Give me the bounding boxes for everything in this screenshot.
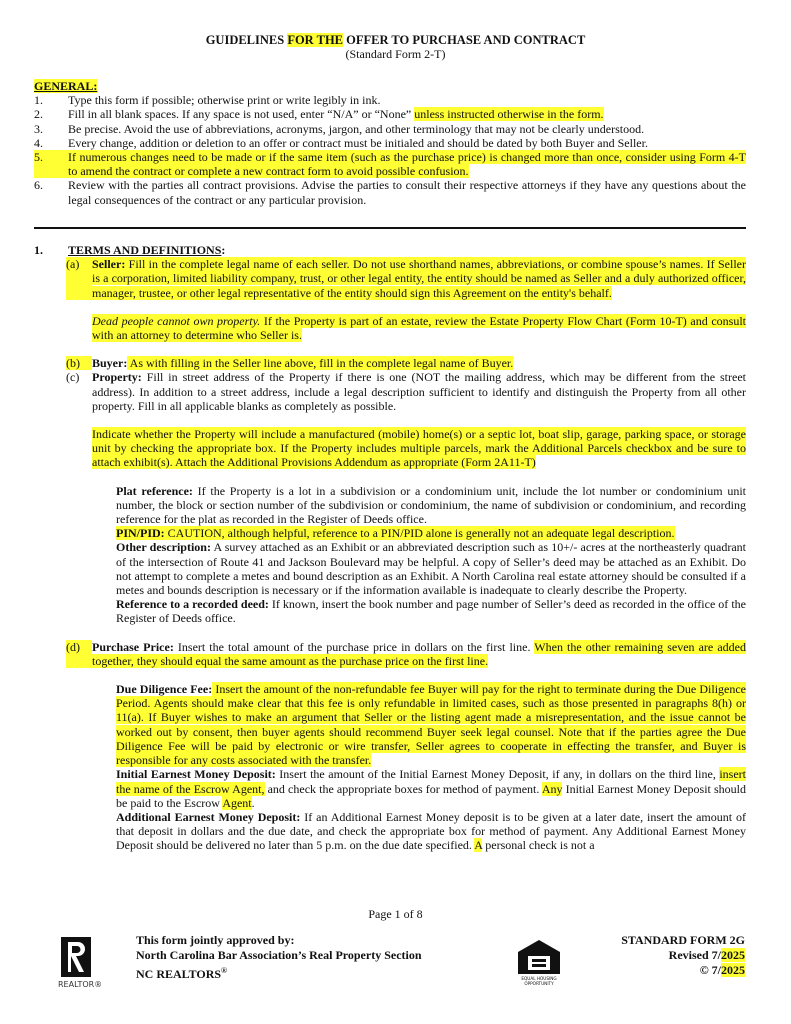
section-colon: : (221, 243, 226, 257)
revised-date (621, 948, 745, 963)
item-text (92, 370, 746, 413)
section-heading (34, 243, 746, 257)
item-text (68, 150, 746, 178)
item-number: 4. (34, 135, 43, 150)
highlighted-text: Insert the amount of the non-refundable fee Buyer will pay for the right to terminate during the Due Diligence Period. Agents should make clear that this fee is only refundable in limited cases, such as those presented in paragraphs 8(h) or 11(a). If Buyer wishes to make an argument that Seller or the listing agent made a misrepresentation, and the issue cannot be worked out by consent, then buyer agents should recommend Buyer seek legal counsel. Note that if the parties agree the Due Diligence Fee will be paid by electronic or wire transfer, Seller agrees to cooperate in effecting the transfer, and Buyer is responsible for any costs associated with the transfer. (116, 682, 747, 768)
section-number: 1. (34, 243, 43, 257)
initial-earnest-money (116, 767, 746, 810)
item-text (68, 122, 746, 136)
highlighted-text: unless instructed otherwise in the form. (414, 107, 604, 122)
section-title: TERMS AND DEFINITIONS (68, 243, 222, 257)
highlighted-text: Fill in the complete legal name of each seller. Do not use shorthand names, abbreviations, or combine spouse’s names. If Seller is a corporation, limited liability company, trust, or other legal entity, the entity should be named as Seller and a duly authorized officer, manager, trustee, or other legal representative of the entity should sign this Agreement on the entity's behalf. (92, 257, 746, 300)
text-segment: Property: (92, 370, 142, 385)
text-segment: and check the appropriate boxes for method of payment. (264, 781, 542, 796)
highlighted-text: FOR THE (287, 33, 344, 47)
text-segment: If the Property is a lot in a subdivision or a condominium unit, include the lot number or condominium unit number, the block or section number of the subdivision or condominium, the name of subdivision or condominium, and recording reference for the plat as recorded in the Register of Deeds office. (116, 483, 746, 527)
text-segment: Fill in street address of the Property if there is one (NOT the mailing address, which may be different from the street address). In addition to a street address, include a legal description sufficient to identify and distinguish the Property from all other property. Fill in all applicable blanks as completely as possible. (92, 370, 746, 413)
item-number: 3. (34, 121, 43, 136)
recorded-deed (116, 597, 746, 625)
terms-section (34, 243, 746, 853)
text-segment: A survey attached as an Exhibit or an abbreviated description such as 10+/- acres at the northeasterly quadrant of the intersection of Route 41 and Jackson Boulevard may be helpful. A copy of Seller’s deed may be attached as an Exhibit. Do not attempt to complete a metes and bound description as an Exhibit. A North Carolina real estate attorney should be consulted if a metes and bounds description is necessary or if the information available is inadequate to clearly describe the Property. (116, 540, 746, 598)
highlighted-text: A (474, 838, 483, 853)
item-label: (a) (66, 257, 92, 300)
item-number: 5. (34, 150, 68, 178)
text-segment: Fill in all blank spaces. If any space is not used, enter “N/A” or “None” (68, 107, 415, 122)
pin-pid (116, 526, 746, 540)
general-section (34, 79, 746, 207)
svg-text:EQUAL HOUSING: EQUAL HOUSING (521, 976, 557, 981)
item-text (68, 178, 746, 206)
item-seller (66, 257, 746, 300)
due-diligence-fee (116, 682, 746, 767)
highlighted-text: 2025 (721, 963, 745, 977)
equal-housing-logo (514, 938, 564, 989)
text-segment: If known, insert the book number and page number of Seller’s deed as recorded in the office of the Register of Deeds office. (116, 597, 746, 626)
highlighted-text: When the other remaining seven are added together, they should equal the same amount as the purchase price on the first line. (92, 639, 746, 668)
other-description (116, 540, 746, 597)
highlighted-text: If the Property is part of an estate, review the Estate Property Flow Chart (Form 10-T) and consult with an attorney to determine who Seller is. (92, 313, 746, 343)
highlighted-text: insert the name of the Escrow Agent, (116, 767, 747, 796)
highlighted-text: Agent (222, 795, 252, 810)
general-item (34, 107, 746, 121)
approval-line: This form jointly approved by: (136, 933, 295, 947)
property-indicate-note (92, 427, 746, 470)
text-segment: Insert the total amount of the purchase price in dollars on the first line. (173, 639, 535, 654)
highlighted-text: Any (541, 781, 563, 796)
text-segment: Review with the parties all contract provisions. Advise the parties to consult their respective attorneys if they have any questions about the legal consequences of the contract or any particular provision. (68, 178, 746, 207)
form-info (621, 933, 745, 978)
item-property (66, 370, 746, 413)
form-name: STANDARD FORM 2G (621, 933, 745, 947)
item-label: (d) (66, 640, 92, 668)
highlighted-text: 2025 (721, 948, 745, 962)
item-text (92, 257, 746, 300)
svg-text:REALTOR®: REALTOR® (58, 980, 103, 989)
text-segment: Other description: (116, 540, 211, 555)
seller-estate-note (92, 314, 746, 342)
text-segment: Revised 7/ (668, 948, 721, 962)
approval-line: NC REALTORS (136, 967, 222, 981)
item-label: (b) (66, 356, 92, 370)
text-segment: Purchase Price: (92, 639, 174, 654)
highlighted-text: CAUTION, although helpful, reference to a PIN/PID alone is generally not an adequate legal description. (164, 526, 675, 541)
approval-line: North Carolina Bar Association’s Real Property Section (136, 948, 422, 962)
general-item (34, 93, 746, 107)
highlighted-text: If numerous changes need to be made or if the same item (such as the purchase price) is changed more than once, consider using Form 4-T to amend the contract or complete a new contract form to avoid possible confusion. (68, 150, 746, 179)
text-segment: Every change, addition or deletion to an offer or contract must be initialed and should be dated by both Buyer and Seller. (68, 135, 648, 150)
item-number: 1. (34, 93, 43, 108)
highlighted-text: As with filling in the Seller line above, fill in the complete legal name of Buyer. (127, 356, 514, 371)
general-item (34, 136, 746, 150)
item-label: (c) (66, 370, 80, 385)
text-segment: . (251, 795, 255, 810)
svg-text:OPPORTUNITY: OPPORTUNITY (524, 981, 554, 986)
general-item (34, 178, 746, 206)
page-number: Page 1 of 8 (368, 907, 423, 921)
text-segment: Initial Earnest Money Deposit: (116, 767, 276, 782)
registered-mark: ® (221, 966, 228, 975)
additional-earnest-money (116, 810, 746, 853)
general-list (34, 93, 746, 207)
highlighted-text: PIN/PID: (116, 526, 165, 541)
copyright (621, 963, 745, 978)
text-segment: Buyer: (92, 356, 128, 371)
section-divider (34, 227, 746, 229)
item-text (68, 107, 746, 121)
item-number: 6. (34, 178, 43, 193)
item-text (68, 93, 746, 107)
text-segment: Initial Earnest Money Deposit should be paid to the Escrow (116, 781, 746, 810)
highlighted-text: Seller: (92, 257, 126, 272)
item-text (92, 640, 746, 668)
item-purchase-price (66, 640, 746, 668)
realtor-logo (57, 937, 107, 992)
general-item (34, 122, 746, 136)
highlighted-text: Indicate whether the Property will include a manufactured (mobile) home(s) or a septic lot, boat slip, garage, parking space, or storage unit by checking the appropriate box. If the Property includes multiple parcels, mark the Additional Parcels checkbox and be sure to attach exhibit(s). Attach the Additional Provisions Addendum as appropriate (Form 2A11-T) (92, 427, 746, 470)
text-segment: Type this form if possible; otherwise print or write legibly in ink. (68, 93, 381, 108)
plat-reference (116, 484, 746, 527)
text-segment: © 7/ (699, 963, 721, 977)
text-segment: Plat reference: (116, 483, 193, 498)
text-segment: GUIDELINES (205, 33, 288, 47)
document-subtitle: (Standard Form 2-T) (345, 47, 446, 61)
item-buyer (66, 356, 746, 370)
general-heading: GENERAL: (34, 79, 98, 93)
text-segment: Additional Earnest Money Deposit: (116, 809, 301, 824)
text-segment: OFFER TO PURCHASE AND CONTRACT (343, 33, 586, 47)
item-text (68, 136, 746, 150)
document-title (0, 33, 791, 47)
text-segment: Be precise. Avoid the use of abbreviations, acronyms, jargon, and other terminology that may not be clearly understood. (68, 121, 645, 136)
text-segment: Reference to a recorded deed: (116, 597, 269, 612)
highlighted-text: Dead people cannot own property. (92, 313, 261, 328)
text-segment: personal check is not a (482, 838, 595, 853)
text-segment: Due Diligence Fee: (116, 682, 213, 697)
item-text (92, 356, 746, 370)
item-number: 2. (34, 107, 43, 122)
approval-statement (136, 933, 422, 982)
general-item (34, 150, 746, 178)
text-segment: If an Additional Earnest Money deposit is to be given at a later date, insert the amount of that deposit in dollars and the due date, and check the appropriate box for method of payment. Any Additional Earnest Money Deposit should be delivered no later than 5 p.m. on the due date specified. (116, 809, 746, 853)
text-segment: Insert the amount of the Initial Earnest Money Deposit, if any, in dollars on the third line, (275, 767, 720, 782)
